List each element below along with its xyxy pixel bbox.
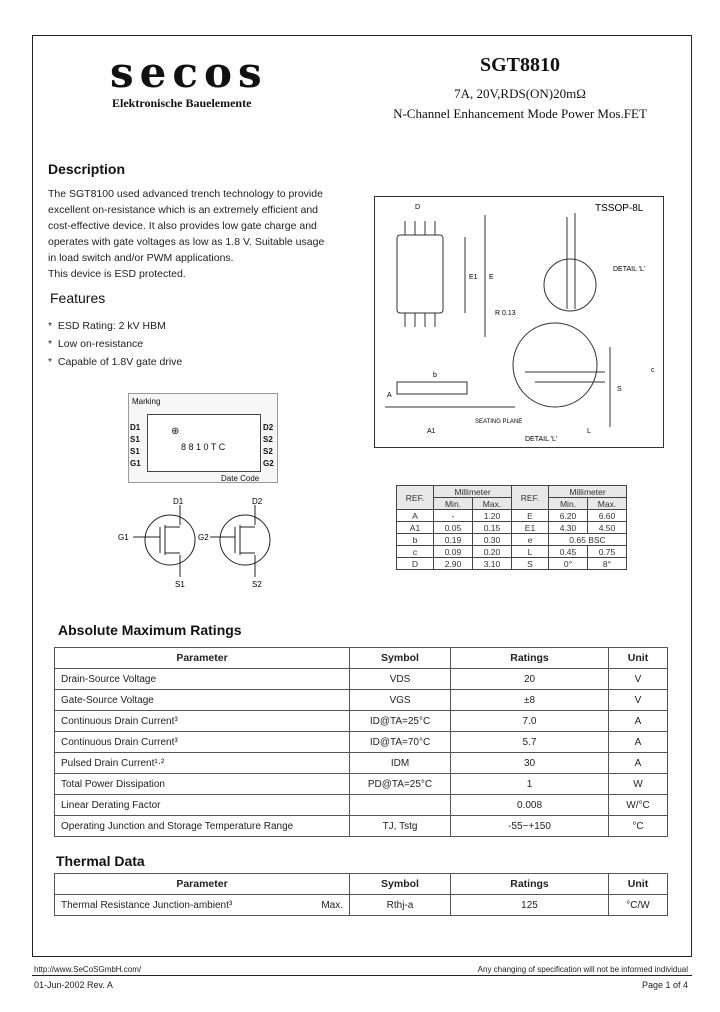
mosfet-schematic [115, 495, 290, 590]
table-cell: V [609, 690, 668, 711]
dim-cell: S [512, 558, 549, 570]
dim-subhead: Max. [588, 498, 627, 510]
dim-cell: 0.65 BSC [549, 534, 627, 546]
package-drawing [374, 196, 664, 448]
schematic-d2: D2 [252, 497, 263, 506]
footer-url[interactable]: http://www.SeCoSGmbH.com/ [34, 965, 142, 974]
table-row [55, 895, 668, 916]
pin1-dot-icon: ⊕ [171, 426, 180, 437]
pin-label: G1 [130, 459, 141, 468]
table-cell [55, 895, 350, 916]
dim-subhead: Max. [473, 498, 512, 510]
table-cell: 30 [451, 753, 609, 774]
marking-right-pins [263, 422, 274, 470]
marking-title: Marking [132, 397, 161, 406]
features-title: Features [50, 290, 106, 306]
table-row [55, 711, 668, 732]
footer-date: 01-Jun-2002 Rev. A [34, 980, 113, 990]
table-header: Ratings [451, 648, 609, 669]
dim-label-s: S [617, 386, 622, 393]
thermal-title: Thermal Data [56, 853, 145, 869]
table-cell: A [609, 753, 668, 774]
table-cell: Operating Junction and Storage Temperature Range [55, 816, 350, 837]
dim-cell: 1.20 [473, 510, 512, 522]
table-cell: Continuous Drain Current³ [55, 711, 350, 732]
dim-label-e1: E1 [469, 274, 478, 281]
table-cell: VGS [350, 690, 451, 711]
table-cell: Pulsed Drain Current¹·² [55, 753, 350, 774]
table-row [55, 795, 668, 816]
dim-label-a: A [387, 392, 392, 399]
table-cell: IDM [350, 753, 451, 774]
dim-cell: 4.30 [549, 522, 588, 534]
description-line: excellent on-resistance which is an extremely efficient and [48, 204, 319, 216]
pin-label: D1 [130, 423, 141, 432]
detail-label-bottom: DETAIL 'L' [525, 436, 558, 443]
table-header: Unit [609, 874, 668, 895]
dim-cell: A [397, 510, 434, 522]
brand-logo: secos [110, 48, 268, 97]
dim-subhead: Min. [549, 498, 588, 510]
pin-label: G2 [263, 459, 274, 468]
date-code-label: Date Code [221, 474, 260, 483]
dim-row [397, 546, 627, 558]
dim-head: REF. [512, 486, 549, 510]
dim-row [397, 558, 627, 570]
dim-cell: 0.15 [473, 522, 512, 534]
dim-head: REF. [397, 486, 434, 510]
marking-code: 8 8 1 0 T C [181, 442, 226, 452]
dim-cell: 2.90 [434, 558, 473, 570]
dim-head: Millimeter [434, 486, 512, 498]
feature-item: * ESD Rating: 2 kV HBM [48, 320, 166, 332]
schematic-s1: S1 [175, 580, 185, 589]
absolute-ratings-table [54, 647, 668, 837]
dim-cell: 0.19 [434, 534, 473, 546]
table-row [55, 690, 668, 711]
thermal-max: Max. [321, 899, 343, 911]
table-cell: °C/W [609, 895, 668, 916]
table-row [55, 732, 668, 753]
dim-cell: 3.10 [473, 558, 512, 570]
description-line: operates with gate voltages as low as 1.8 V. Suitable usage [48, 236, 325, 248]
description-line: in load switch and/or PWM applications. [48, 252, 234, 264]
table-cell: Linear Derating Factor [55, 795, 350, 816]
feature-item: * Capable of 1.8V gate drive [48, 356, 183, 368]
device-subtitle: N-Channel Enhancement Mode Power Mos.FET [393, 106, 647, 121]
part-number: SGT8810 [479, 54, 561, 76]
pin-label: D2 [263, 423, 274, 432]
dim-row [397, 510, 627, 522]
table-cell: Continuous Drain Current³ [55, 732, 350, 753]
table-cell: A [609, 711, 668, 732]
dim-row [397, 534, 627, 546]
dim-cell: 0° [549, 558, 588, 570]
table-cell: 7.0 [451, 711, 609, 732]
dim-cell: 8° [588, 558, 627, 570]
table-header: Parameter [55, 874, 350, 895]
dim-cell: 0.45 [549, 546, 588, 558]
dim-cell: 6.60 [588, 510, 627, 522]
dim-cell: 0.09 [434, 546, 473, 558]
dim-cell: 0.75 [588, 546, 627, 558]
dim-label-b: b [433, 372, 437, 379]
dim-label-l: L [587, 428, 591, 435]
thermal-param: Thermal Resistance Junction-ambient³ [61, 899, 233, 911]
description-line: cost-effective device. It also provides low gate charge and [48, 220, 317, 232]
footer-page: Page 1 of 4 [641, 980, 688, 990]
table-header: Parameter [55, 648, 350, 669]
dim-cell: L [512, 546, 549, 558]
table-header: Unit [609, 648, 668, 669]
table-cell: -55~+150 [451, 816, 609, 837]
detail-label: DETAIL 'L' [613, 266, 646, 273]
table-cell: W [609, 774, 668, 795]
table-cell: ID@TA=70°C [350, 732, 451, 753]
package-name: TSSOP-8L [595, 203, 644, 214]
table-cell: Gate-Source Voltage [55, 690, 350, 711]
thermal-table [54, 873, 668, 916]
pin-label: S1 [130, 435, 140, 444]
dim-cell: 6.20 [549, 510, 588, 522]
table-cell: W/°C [609, 795, 668, 816]
description-text [48, 186, 338, 282]
table-cell: 5.7 [451, 732, 609, 753]
table-cell [350, 795, 451, 816]
table-cell: PD@TA=25°C [350, 774, 451, 795]
table-cell: 1 [451, 774, 609, 795]
dim-label-d: D [415, 204, 421, 211]
feature-label: Low on-resistance [57, 338, 144, 350]
dim-cell: E [512, 510, 549, 522]
dim-cell: D [397, 558, 434, 570]
pin-label: S2 [263, 447, 273, 456]
table-cell: Rthj-a [350, 895, 451, 916]
schematic-g1: G1 [118, 533, 129, 542]
table-cell: Drain-Source Voltage [55, 669, 350, 690]
feature-label: ESD Rating: 2 kV HBM [57, 320, 166, 332]
table-row [55, 669, 668, 690]
table-cell: 125 [451, 895, 609, 916]
table-cell: V [609, 669, 668, 690]
table-row [55, 753, 668, 774]
pin-label: S1 [130, 447, 140, 456]
dim-subhead: Min. [434, 498, 473, 510]
table-cell: ID@TA=25°C [350, 711, 451, 732]
dim-cell: 0.20 [473, 546, 512, 558]
footer-divider [32, 975, 692, 976]
table-cell: ±8 [451, 690, 609, 711]
dim-cell: - [434, 510, 473, 522]
table-header: Symbol [350, 874, 451, 895]
table-cell: TJ, Tstg [350, 816, 451, 837]
dim-cell: A1 [397, 522, 434, 534]
feature-label: Capable of 1.8V gate drive [57, 356, 183, 368]
dimension-table [396, 485, 627, 570]
marking-left-pins [130, 422, 141, 470]
dim-cell: b [397, 534, 434, 546]
radius-label: R 0.13 [495, 310, 516, 317]
description-line: This device is ESD protected. [48, 268, 186, 280]
dim-cell: e [512, 534, 549, 546]
marking-diagram [128, 393, 278, 483]
dim-label-a1: A1 [427, 428, 436, 435]
table-cell: 20 [451, 669, 609, 690]
schematic-g2: G2 [198, 533, 209, 542]
dim-row [397, 522, 627, 534]
package-outline [375, 197, 663, 447]
dim-cell: c [397, 546, 434, 558]
schematic-s2: S2 [252, 580, 262, 589]
dim-cell: 0.05 [434, 522, 473, 534]
description-line: The SGT8100 used advanced trench technology to provide [48, 188, 323, 200]
table-cell: A [609, 732, 668, 753]
table-row [55, 774, 668, 795]
table-header: Ratings [451, 874, 609, 895]
dim-head: Millimeter [549, 486, 627, 498]
dim-cell: E1 [512, 522, 549, 534]
table-cell: °C [609, 816, 668, 837]
table-cell: 0.008 [451, 795, 609, 816]
spec-line: 7A, 20V,RDS(ON)20mΩ [454, 86, 586, 101]
table-row [55, 816, 668, 837]
description-title: Description [48, 161, 126, 177]
seating-label: SEATING PLANE [475, 419, 523, 425]
dim-cell: 0.30 [473, 534, 512, 546]
dim-label-e: E [489, 274, 494, 281]
schematic-d1: D1 [173, 497, 184, 506]
table-cell: Total Power Dissipation [55, 774, 350, 795]
dim-label-c: c [651, 367, 655, 374]
brand-tagline: Elektronische Bauelemente [112, 96, 252, 110]
absolute-ratings-title: Absolute Maximum Ratings [58, 622, 242, 638]
dim-cell: 4.50 [588, 522, 627, 534]
feature-item: * Low on-resistance [48, 338, 144, 350]
table-header: Symbol [350, 648, 451, 669]
footer-notice: Any changing of specification will not be informed individual [477, 965, 688, 974]
table-cell: VDS [350, 669, 451, 690]
pin-label: S2 [263, 435, 273, 444]
